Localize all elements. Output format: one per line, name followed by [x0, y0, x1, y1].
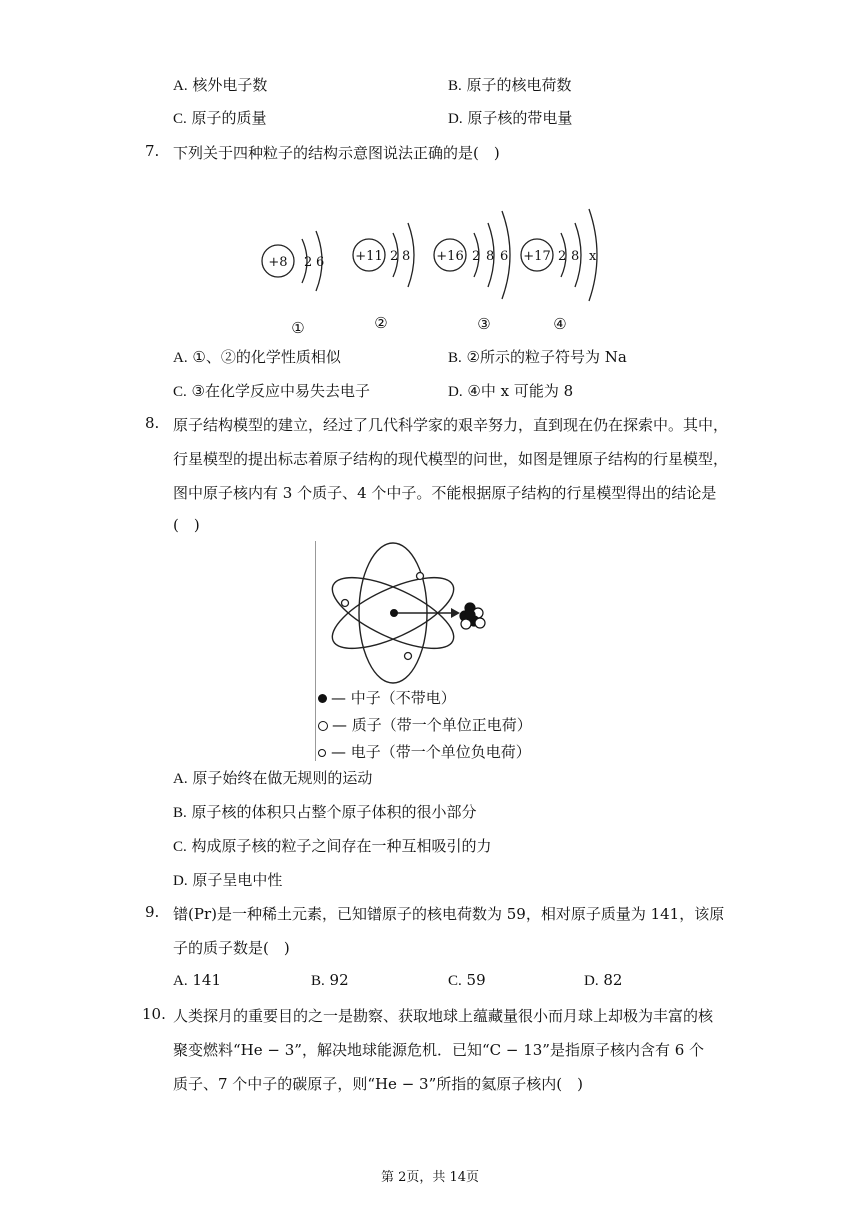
q9-option-b: B. 92 — [311, 971, 349, 989]
p1-shell-2: 6 — [316, 255, 325, 270]
q7-option-c: C. ③在化学反应中易失去电子 — [173, 382, 370, 400]
p3-nucleus: +16 — [436, 249, 464, 264]
p3-shell-3: 6 — [500, 249, 509, 264]
neutron-symbol-icon — [318, 694, 327, 703]
p4-shell-3: x — [589, 249, 597, 264]
p2-shell-1: 2 — [390, 249, 399, 264]
q6-option-a: A. 核外电子数 — [173, 76, 268, 94]
p4-nucleus: +17 — [523, 249, 551, 264]
electron-2 — [342, 600, 349, 607]
electron-1 — [417, 573, 424, 580]
q8-option-a: A. 原子始终在做无规则的运动 — [173, 769, 373, 787]
q8-option-d: D. 原子呈电中性 — [173, 871, 283, 889]
q10-number: 10. — [142, 1005, 166, 1023]
q9-stem-line-2: 子的质子数是( ) — [173, 939, 290, 957]
p1-shell-1: 2 — [304, 255, 313, 270]
q9-option-a: A. 141 — [173, 971, 222, 989]
figure-border — [315, 541, 316, 761]
q8-option-c: C. 构成原子核的粒子之间存在一种互相吸引的力 — [173, 837, 492, 855]
p3-caption: ③ — [477, 315, 491, 333]
p4-caption: ④ — [553, 315, 567, 333]
p2-nucleus: +11 — [355, 249, 383, 264]
q6-option-d: D. 原子核的带电量 — [448, 109, 573, 127]
q9-stem-line-1: 镨(Pr)是一种稀土元素，已知镨原子的核电荷数为 59，相对原子质量为 141，该原 — [173, 905, 725, 923]
q7-number: 7. — [145, 142, 160, 160]
p2-caption: ② — [374, 314, 388, 332]
p3-shell-1: 2 — [472, 249, 481, 264]
q10-stem-line-3: 质子、7 个中子的碳原子，则“He − 3”所指的氦原子核内( ) — [173, 1075, 583, 1093]
p1-caption: ① — [291, 319, 305, 337]
legend-proton: — 质子（带一个单位正电荷） — [318, 714, 532, 735]
q7-option-d: D. ④中 x 可能为 8 — [448, 382, 574, 400]
electron-3 — [405, 653, 412, 660]
q8-stem-line-1: 原子结构模型的建立，经过了几代科学家的艰辛努力，直到现在仍在探索中。其中， — [173, 416, 729, 434]
q6-option-c: C. 原子的质量 — [173, 109, 267, 127]
q9-number: 9. — [145, 903, 160, 921]
q8-stem-line-3: 图中原子核内有 3 个质子、4 个中子。不能根据原子结构的行星模型得出的结论是 — [173, 484, 717, 502]
q8-number: 8. — [145, 414, 160, 432]
q10-stem-line-1: 人类探月的重要目的之一是勘察、获取地球上蕴藏量很小而月球上却极为丰富的核 — [173, 1007, 714, 1025]
q7-option-a: A. ①、②的化学性质相似 — [173, 348, 341, 366]
q7-stem: 下列关于四种粒子的结构示意图说法正确的是( ) — [173, 144, 500, 162]
q6-option-b: B. 原子的核电荷数 — [448, 76, 572, 94]
p4-shell-1: 2 — [558, 249, 567, 264]
lithium-planetary-model — [320, 541, 500, 686]
q7-atomic-structure-diagrams — [250, 195, 620, 340]
proton-symbol-icon — [318, 721, 328, 731]
q7-option-b: B. ②所示的粒子符号为 Na — [448, 348, 627, 366]
q8-stem-line-4: ( ) — [173, 516, 200, 534]
p3-shell-2: 8 — [486, 249, 495, 264]
legend-neutron: — 中子（不带电） — [318, 687, 456, 708]
p1-nucleus: +8 — [268, 255, 288, 270]
electron-symbol-icon — [318, 749, 326, 757]
page-footer: 第 2页，共 14页 — [380, 1170, 480, 1185]
legend-electron: — 电子（带一个单位负电荷） — [318, 741, 531, 762]
p4-shell-2: 8 — [571, 249, 580, 264]
q9-option-c: C. 59 — [448, 971, 486, 989]
q10-stem-line-2: 聚变燃料“He − 3”，解决地球能源危机．已知“C − 13”是指原子核内含有 6 个 — [173, 1041, 705, 1059]
q8-option-b: B. 原子核的体积只占整个原子体积的很小部分 — [173, 803, 477, 821]
q9-option-d: D. 82 — [584, 971, 623, 989]
p2-shell-2: 8 — [402, 249, 411, 264]
q8-stem-line-2: 行星模型的提出标志着原子结构的现代模型的问世，如图是锂原子结构的行星模型， — [173, 450, 729, 468]
nucleus-magnified — [460, 603, 485, 629]
